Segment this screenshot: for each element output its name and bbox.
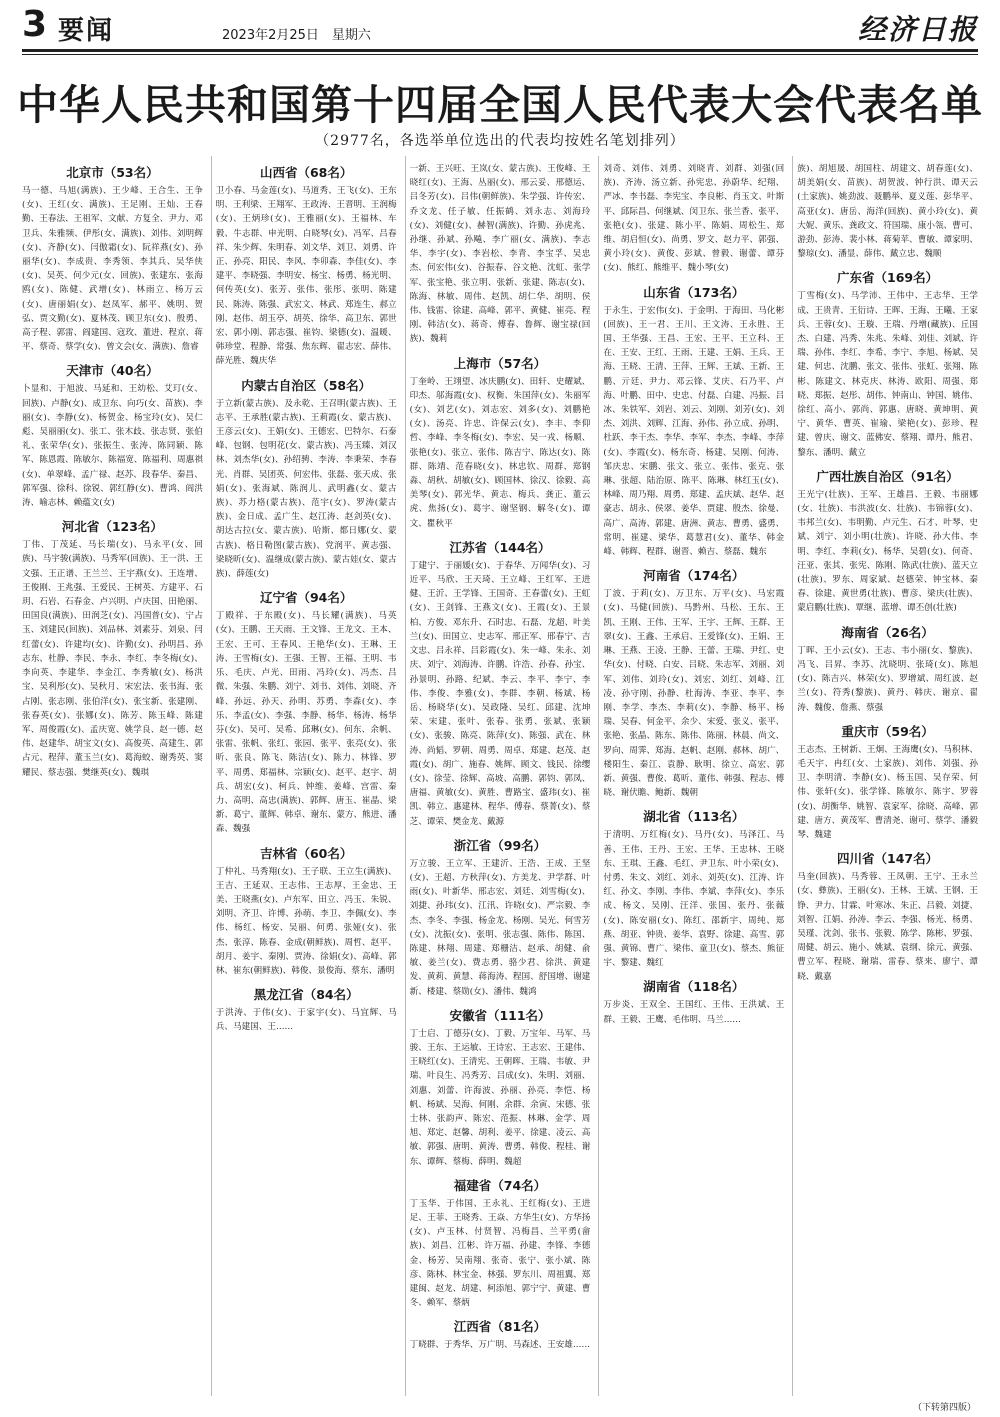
province-title: 江西省（81名） <box>453 1319 547 1335</box>
delegate-names: 卜显和、于旭波、马延和、王幼松、艾玎(女、回族)、卢静(女)、成卫东、向巧(女、苗族)、李丽(女)、李静(女)、杨贺金、杨宝玲(女)、吴仁彪、吴丽丽(女)、张工、张木歧、张志贤、张伯礼、张荣华(女)、张振生、张涛、陈同颖、陈军、陈恩霞、陈敏尔、陈福宽、陈福利、周惠祺(女)、单翠峰、孟广禄、赵苏、段春华、秦昌、郭军强、徐科、徐锐、郭红静(女)、曹鸿、阎洪涛、喻志林、赖蕴文(女) <box>22 384 203 509</box>
page-title: 中华人民共和国第十四届全国人民代表大会代表名单 <box>17 81 983 129</box>
province-section <box>22 516 203 779</box>
province-section <box>22 360 203 510</box>
delegate-names: 丁晓群、于秀华、万广明、马森述、王安雄…… <box>409 1340 591 1351</box>
province-title: 辽宁省（94名） <box>259 590 353 606</box>
province-section <box>216 162 397 369</box>
province-title: 吉林省（60名） <box>259 845 353 861</box>
delegate-names: 万立骏、王立军、王建沂、王浩、王成、王坚(女)、王超、方秋萍(女)、方美龙、尹学群、叶雨(女)、叶新华、邢志宏、刘廷、刘雪梅(女)、刘捷、孙玮(女)、江汛、许晓(女)、严宗毅、李杰、李冬、李强、杨金龙、杨刚、吴光、何雪芳(女)、沈振(女)、张明、张志强、陈伟、陈国、陈建、林翔、周建、郑栅洁、赵承、胡健、俞敏、姜兰(女)、费志勇、骆少君、徐洪、黄建发、黄莉、黄慧、蒋海涛、程国、舒国增、谢建新、楼建、蔡勋(女)、潘伟、魏鸿 <box>409 858 591 997</box>
header-rule <box>22 49 978 52</box>
delegate-names: 于永生、于宏伟(女)、于金明、于海田、马化彬(回族)、王一君、王川、王文涛、王永胜、王国、王华强、王昌、王宏、王平、王立科、王在、王安、王红、王雨、王建、王娟、王兵、王海、王晓、王清、王萍、王辉、王斌、王新、王鹏、亓廷、尹力、邓云锋、艾庆、石乃平、卢海、叶鹏、田中、史忠、付磊、白建、冯振、吕冰、朱铁军、刘岩、刘云、刘刚、刘芳(女)、刘杰、刘洪、刘辉、江海、孙伟、孙立成、孙明、杜跃、李干杰、李华、李军、李杰、李峰、李萍(女)、李霞(女)、杨东奇、杨建、吴刚、何涛、邹庆忠、宋鹏、张文、张立、张伟、张克、张琳、张超、陆治原、陈平、陈琳、林红玉(女)、林峰、周乃翔、周勇、郑建、孟庆斌、赵华、赵豪志、胡永、侯翠、姜华、贾建、殷杰、徐曼、高广、高涛、郭建、唐洲、黄志、曹勇、盛勇、常明、崔建、梁华、葛慧君(女)、董华、韩金峰、韩辉、程群、谢晋、赖吉、蔡磊、魏东 <box>603 305 785 558</box>
delegate-names: 王光宁(壮族)、王军、王雄昌、王毅、韦丽娜(女、壮族)、韦洪波(女、壮族)、韦锦蓉(女)、韦邦兰(女)、韦明勤、卢元生、石才、叶琴、史斌、刘宁、刘小明(壮族)、许晓、孙大伟、李明、李红、李莉(女)、杨华、吴碧(女)、何奇、汪亚、张其、张宪、陈刚、陈武(壮族)、蓝天立(壮族)、罗东、周家斌、赵德荣、钟宝林、秦春、徐建、黄世勇(壮族)、曹彦、梁庆(壮族)、蒙启鹏(壮族)、覃继、蓝增、谭丕创(壮族) <box>797 489 978 614</box>
province-section <box>797 267 978 459</box>
delegate-names: 于立新(蒙古族)、及永乾、王召明(蒙古族)、王志平、王承胜(蒙古族)、王莉霞(女、蒙古族)、王彦云(女)、王娟(女)、王德宏、巴特尔、石泰峰、包钢、包明花(女、蒙古族)、冯玉臻、刘汉林、刘杰华(女)、孙绍骋、李涛、李秉荣、李春光、肖群、吴团英、何宏伟、张磊、张天成、张娟(女)、张海斌、陈润儿、武明鑫(女、蒙古族)、苏力格(蒙古族)、范宇(女)、罗涛(蒙古族)、金日成、孟广生、赵江涛、赵剑英(女)、胡达古拉(女、蒙古族)、哈斯、都日娜(女、蒙古族)、格日勒图(蒙古族)、党润平、黄志强、梁晓昕(女)、温继成(蒙古族)、蒙古娃(女、蒙古族)、薛莲(女) <box>215 398 397 580</box>
page-subtitle: （2977名，各选举单位选出的代表均按姓名笔划排列） <box>315 133 685 149</box>
province-section <box>603 282 784 560</box>
delegate-names-continued: 刘奇、刘伟、刘勇、刘晓青、刘群、刘强(回族)、齐涛、汤立新、孙宪忠、孙蔚华、纪翔、严冰、李书磊、李宪宝、李良彬、肖玉文、叶斯平、邱际昌、何继斌、闵卫东、张兰香、张平、张艳(女)、张建、陈小平、陈娟、周松生、郑维、胡启恒(女)、尚勇、罗文、赵力平、郭强、黄小玲(女)、黄俊、彭斌、曾毅、谢蕾、谭芬(女)、熊红、熊维平、魏小琴(女) <box>603 164 785 274</box>
province-title: 河北省（123名） <box>61 519 163 535</box>
province-section <box>410 1175 591 1311</box>
province-title: 广东省（169名） <box>837 270 939 286</box>
province-section <box>797 162 978 261</box>
delegate-names-continued: 一新、王兴旺、王岚(女、蒙古族)、王俊峰、王晓红(女)、王海、丛丽(女)、邢云妥、邢德运、吕冬芳(女)、吕伟(朝鲜族)、朱学强、许传宏、乔文龙、任子敏、任振鹤、刘永志、刘海玲(女)、刘健(女)、赫智(满族)、许勤、孙虎兆、孙继、孙斌、孙飚、李广丽(女、满族)、李志华、李宇(女)、李岩松、李青、李宝孚、吴忠杰、何宏伟(女)、谷振春、谷文艳、沈虹、张学军、张宝艳、张立明、张新、张建、陈志(女)、陈海、林敏、周伟、赵凯、胡仁华、胡明、侯伟、钱雷、徐建、高峰、郭平、黄健、崔亮、程刚、韩洁(女)、蒋奇、傅春、鲁辉、谢宝禄(回族)、魏莉 <box>409 164 591 345</box>
province-section <box>216 843 397 979</box>
province-section <box>410 835 591 999</box>
province-title: 内蒙古自治区（58名） <box>241 377 372 393</box>
province-section <box>797 848 978 984</box>
province-section <box>603 806 784 970</box>
province-title: 江苏省（144名） <box>449 539 551 555</box>
province-section <box>797 466 978 616</box>
province-title: 黑龙江省（84名） <box>253 987 359 1003</box>
delegate-names: 丁晖、王小云(女)、王志、韦小丽(女、黎族)、冯飞、吕昇、李苏、沈晓明、张琦(女)、陈旭(女)、陈吉兴、林荣(女)、罗增斌、周红波、赵兰(女)、符秀(黎族)、黄丹、韩庆、谢京、翟涛、魏俊、詹燕、蔡强 <box>797 645 978 713</box>
province-title: 湖南省（118名） <box>643 979 745 995</box>
column-2 <box>211 156 397 1396</box>
province-title: 重庆市（59名） <box>841 723 934 739</box>
province-title: 四川省（147名） <box>837 851 939 867</box>
delegate-names: 丁波、于莉(女)、万卫东、万平(女)、马宏霞(女)、马健(回族)、马黔州、马松、王东、王凯、王刚、王伟、王军、王宇、王辉、王群、王翠(女)、王鑫、王承启、王爱锋(女)、王娟、王琳、王燕、王凌、王静、王蕾、王瑞、尹红、史华(女)、付晓、白安、吕晓、朱志军、刘丽、刘军、刘伟、刘玲(女)、刘宏、刘红、刘峰、江凌、孙守刚、孙静、杜海涛、李亚、李平、李刚、李学、李杰、李莉(女)、李静、杨平、杨瑞、吴春、何金平、余少、宋爱、张义、张平、张艳、张晶、陈东、陈伟、陈丽、林晨、尚文、罗向、周霁、郑海、赵帆、赵刚、郝林、胡广、楼阳生、秦江、袁静、耿明、徐立、高宏、郭新、黄强、曹俊、葛昕、董伟、韩强、程志、傅晓、谢伏瞻、鲍新、魏朝 <box>603 589 785 799</box>
continued-note: （下转第四版） <box>912 1403 976 1413</box>
province-section <box>603 565 784 800</box>
province-section <box>797 622 978 715</box>
delegate-names: 于清明、万红梅(女)、马丹(女)、马泽江、马善、王伟、王丹、王宏、王华、王忠林、王晓东、王琪、王鑫、毛红、尹卫东、叶小荣(女)、付勇、朱文、刘红、刘永、刘英(女)、江涛、许红、孙文、李刚、李伟、李斌、李萍(女)、李乐成、杨文、吴刚、汪洋、张国、张丹、张薇(女)、陈安丽(女)、陈红、邵新宇、周纯、郑燕、胡亚、钟贵、姜华、袁野、徐建、高雪、郭强、黄锦、曹广、梁伟、童卫(女)、蔡杰、熊征宇、黎建、魏红 <box>603 830 785 969</box>
province-title: 上海市（57名） <box>453 355 547 371</box>
delegate-names: 丁殿祥、于东殿(女)、马长耀(满族)、马英(女)、王鹏、王天雨、王文锋、王龙文、王本、王宏、王可、王春风、王艳华(女)、王琳、王涛、王雪梅(女)、王强、王智、王福、王明、韦乐、毛庆、卢光、田雨、冯玲(女)、冯杰、吕微、朱强、朱鹏、刘宁、刘书、刘伟、刘晓、齐峰、孙远、孙天、孙明、苏勇、李森(女)、李乐、李孟(女)、李强、李静、杨华、杨涛、杨华芬(女)、吴可、吴希、邱琳(女)、何东、余帆、张雷、张帆、张红、张园、张平、张亮(女)、张昕、张良、陈飞、陈洁(女)、陈力、林锋、罗平、周勇、郑福林、宗颖(女)、赵平、赵宇、胡兵、胡宏(女)、柯兵、钟维、姜峰、宫雷、秦力、高明、高忠(满族)、郭辉、唐玉、崔晶、梁新、葛宁、董辉、韩卓、谢东、蒙方、熊进、潘森、魏强 <box>215 611 397 835</box>
delegate-names: 丁伟、丁茂延、马长瑞(女)、马永平(女、回族)、马宇骏(满族)、马秀军(回族)、王一洪、王文强、王正谱、王兰兰、王宇燕(女)、王连增、王俊刚、王兆强、王爱民、王树英、方建平、石玥、石岩、石春金、卢兴明、卢庆国、田艳丽、田国良(满族)、田润芝(女)、冯国普(女)、宁占玉、刘建民(回族)、刘品林、刘素芬、刘泉、闫红蕾(女)、许建均(女)、许勤(女)、孙明昌、孙志东、杜静、李民、李永、李红、李冬梅(女)、李向英、李建华、李金江、李秀敏(女)、杨洪宝、吴利彤(女)、吴秋月、宋宏法、张书海、张占刚、张志刚、张伯洋(女)、张宝新、张建刚、张春英(女)、张娜(女)、陈芳、陈玉峰、陈建军、周俊霞(女)、孟庆宽、姚学良、赵一德、赵伟、赵建华、胡宝文(女)、高俊英、高建生、郭占元、程萍、董玉兰(女)、葛海蛟、谢秀英、窦耀民、蔡志强、樊继英(女)、魏琪 <box>22 540 203 778</box>
section-name: 要闻 <box>58 16 115 46</box>
delegate-names: 王志杰、王树新、王炯、王海鹰(女)、马积林、毛天宇、冉红(女、土家族)、刘伟、刘强、孙卫、李明清、李静(女)、杨玉国、吴存荣、何伟、张轩(女)、张学锋、陈敏尔、陈宇、罗蓉(女)、胡衡华、姚智、袁家军、徐晓、高峰、郭建、唐方、黄茂军、曹清尧、谢可、蔡学、潘毅琴、魏建 <box>797 744 978 840</box>
province-section <box>410 1005 591 1169</box>
province-title: 天津市（40名） <box>66 363 159 379</box>
delegate-names: 马奎(回族)、马秀蓉、王凤朝、王宁、王永兰(女、彝族)、王丽(女)、王林、王斌、王钢、王铮、尹力、甘霖、叶寒冰、朱正、吕毅、刘捷、刘智、江娟、孙涛、李云、李强、杨光、杨勇、吴瑾、沈剑、张书、张毅、陈学、陈彬、罗强、周健、胡云、施小、姚斌、袁纲、徐元、黄强、曹立军、程晓、谢瑞、雷春、蔡来、廖宁、谭晓、戴嘉 <box>797 872 978 982</box>
province-title: 安徽省（111名） <box>449 1007 551 1023</box>
province-section <box>410 353 591 531</box>
province-title: 浙江省（99名） <box>453 837 547 853</box>
province-title: 山西省（68名） <box>259 165 353 180</box>
delegate-names: 于洪涛、于伟(女)、于家宇(女)、马宜辉、马兵、马建国、王…… <box>215 1008 397 1033</box>
province-title: 北京市（53名） <box>66 165 159 180</box>
column-4 <box>598 156 784 1396</box>
name-list-columns <box>22 156 978 1396</box>
issue-date: 2023年2月25日 星期六 <box>222 28 371 43</box>
province-section <box>410 537 591 829</box>
province-section <box>410 162 591 347</box>
province-section <box>216 375 397 582</box>
province-section <box>22 162 203 354</box>
delegate-names: 丁士启、丁德芬(女)、丁毅、万宝年、马军、马骏、王东、王运敏、王诗宏、王志宏、王建伟、王晓红(女)、王清宪、王朝晖、王瑞、韦敏、尹瑞、叶良生、冯秀芳、吕成(女)、朱明、刘丽、刘惠、刘蕾、许海波、孙丽、孙亮、李恺、杨帆、杨斌、吴海、何刚、余群、余寅、宋德、张士林、张韵声、陈宏、范振、林琳、金学、周旭、郑定、赵馨、胡利、姜平、徐建、凌云、高敏、郭强、唐明、黄涛、曹勇、韩俊、程桂、谢东、谭辉、蔡梅、薛明、魏超 <box>409 1028 591 1167</box>
province-section <box>216 984 397 1034</box>
delegate-names: 丁奎岭、王翊望、冰庆鹏(女)、田轩、史耀斌、印杰、邬海霞(女)、权衡、朱国萍(女)、朱丽军(女)、刘艺(女)、刘志宏、刘多(女)、刘鹏艳(女)、汤亮、许忠、许保云(女)、李丰、李仰哲、李峰、李冬梅(女)、李宏、吴一戎、杨顺、张艳(女)、张立、张伟、陈吉宁、陈达(女)、陈群、陈靖、范春晓(女)、林忠钦、周群、郑钢淼、胡秋、胡敏(女)、顾国林、徐汉、徐毅、高美琴(女)、郭光华、黄志、梅兵、龚正、董云虎、焦扬(女)、葛宇、谢坚钢、解冬(女)、谭文、瞿秋平 <box>409 376 591 529</box>
delegate-names: 马一德、马旭(满族)、王少峰、王合生、王争(女)、王红(女、满族)、王足刚、王灿、王春勤、王春法、王祖军、文献、方复全、尹力、邓卫兵、朱雅频、伊彤(女、满族)、刘伟、刘明辉(女)、齐静(女)、闫傲霜(女)、阮祥燕(女)、孙丽华(女)、李成贵、李秀领、李其兵、吴华侠(女)、吴英、何少元(女、回族)、张建东、张海鸥(女)、陈健、武增(女)、林雨立、杨万云(女)、唐丽娟(女)、赵凤军、郝平、姚明、贺弘、贾文勤(女)、夏林茂、顾卫东(女)、殷勇、高子程、郭雷、阎建国、寇玫、董进、程京、蒋平、蔡奇、蔡学(女)、曾文会(女、满族)、詹睿 <box>22 186 203 353</box>
province-title: 河南省（174名） <box>643 568 745 584</box>
newspaper-logo: 经济日报 <box>857 13 978 46</box>
header-rule-thin <box>22 54 978 55</box>
delegate-names-continued: 族)、胡旭晟、胡国柱、胡建文、胡春莲(女)、胡美娟(女、苗族)、胡贺波、钟行洪、谭天云(土家族)、姚劲波、聂鹏举、夏义莲、彭华平、高亚(女)、唐岳、海洋(回族)、黄小玲(女)、黄大妮、黄乐、龚政文、符国瑞、康小瓴、曹可、游劲、彭涛、裴小林、蒋菊苹、曹敏、谭家明、黎琼(女)、潘显、薛伟、戴立忠、魏顺 <box>797 164 978 260</box>
province-title: 广西壮族自治区（91名） <box>816 468 959 484</box>
column-3 <box>405 156 591 1396</box>
province-title: 海南省（26名） <box>841 624 934 640</box>
province-section <box>410 1316 591 1352</box>
delegate-names: 万步炎、王双全、王国红、王伟、王洪斌、王群、王毅、王鹰、毛伟明、马兰…… <box>603 1000 785 1025</box>
delegate-names: 丁建宁、于丽媛(女)、于春华、万闻华(女)、习近平、马欣、王天琦、王立峰、王红军、王进健、王沂、王学锋、王国奇、王春蕾(女)、王虹(女)、王剑锋、王燕文(女)、王霞(女)、王景柏、方俊、邓东升、石时忠、石磊、龙超、叶美兰(女)、田国立、史志军、邢正军、邢春宁、吉文忠、吕永祥、吕彩霞(女)、朱一峰、朱永、刘庆、刘宁、刘海涛、许鹏、许浩、孙春、孙宝、孙景明、孙路、纪斌、李云、李平、李宁、李伟、李俊、李雅(女)、李群、李朝、杨斌、杨岳、杨晓华(女)、吴政隆、吴红、邱建、沈坤荣、宋建、张叶、张春、张勇、张斌、张颖(女)、张骏、陈亮、陈萍(女)、陈强、武在、林涛、尚韬、罗朝、周勇、周卓、郑建、赵茂、赵霞(女)、胡广、施春、姚辉、顾文、钱民、徐缨(女)、徐莹、徐辉、高坡、高鹏、郭钧、郭凤、唐福、黄敏(女)、黄胜、曹路宝、盛玮(女)、崔凯、韩立、惠建林、程华、傅春、蔡菁(女)、蔡芝、谭荣、樊金龙、戴源 <box>409 560 591 827</box>
delegate-names: 卫小春、马金莲(女)、马道秀、王飞(女)、王东明、王利梁、王翔军、王政涛、王晋明、王润梅(女)、王炳珍(女)、王雅丽(女)、王福林、车毅、牛志群、申光明、白晓琴(女)、冯军、吕春祥、朱少辉、朱明春、刘文华、刘卫、刘勇、许正、孙亮、阳民、李风、李卯森、李佳(女)、李建平、李晓强、李明安、杨宝、杨勇、杨光明、何传英(女)、张芳、张伟、张彤、张明、陈建民、陈涛、陈强、武宏文、林武、郑连生、郝立刚、赵伟、胡玉亭、胡英、徐华、高卫东、郭世宏、郭小刚、郭志强、崔钧、梁德(女)、温暖、韩珍堂、程静、常强、焦东辉、翟志宏、薛伟、薛光胜、魏庆华 <box>215 186 397 367</box>
delegate-names: 丁仲礼、马秀翔(女)、王子联、王立生(满族)、王吉、王延双、王志伟、王志厚、王金忠、王美、王晓燕(女)、卢东军、田立、冯玉、朱锐、刘明、齐卫、许博、孙萌、李卫、李佩(女)、李伟、杨红、杨安、吴丽、何勇、张娅(女)、张杰、张淳、陈春、金成(朝鲜族)、周哲、赵平、胡月、姜宇、秦刚、贾涛、徐娟(女)、高峰、郭林、崔东(朝鲜族)、韩俊、景俊海、蔡东、潘明 <box>215 866 397 976</box>
column-1 <box>22 156 203 1396</box>
province-section <box>603 162 784 276</box>
column-5 <box>792 156 978 1396</box>
province-section <box>216 587 397 836</box>
masthead <box>22 6 978 46</box>
province-section <box>603 976 784 1026</box>
province-title: 山东省（173名） <box>643 284 745 300</box>
delegate-names: 丁玉华、于伟国、王永礼、王红梅(女)、王进足、王菲、王晓秀、王焱、方华生(女)、方华扬(女)、卢玉林、付贤智、冯梅昌、兰平勇(畲族)、刘昌、江彬、许万福、孙建、李锋、李德金、杨芳、吴南翔、张奇、张宁、张小斌、陈彦、陈林、林宝金、林强、罗东川、周祖翼、郑建闽、赵龙、胡建、柯添旭、郭宁宁、黄建、曹冬、赖军、蔡炳 <box>409 1198 591 1309</box>
delegate-names: 丁雪梅(女)、马学沛、王伟中、王志华、王学成、王贵青、王衍诗、王晖、王海、王曦、王家兵、王蓉(女)、王璇、王瑞、丹增(藏族)、丘国杰、白建、冯秀、朱兆、朱峰、刘佳、刘斌、许瑞、孙伟、李红、李希、李宁、李旭、杨斌、吴建、何忠、沈鹏、张文、张伟、张虹、张翔、陈彬、陈建文、林克庆、林涛、欧阳、周强、郑晓、郑振、赵彤、胡伟、钟南山、钟国、姚伟、徐红、高小、郭尚、郭惠、唐晓、黄坤明、黄宁、黄华、曹英、崔瑜、梁艳(女)、彭珍、程建、曾庆、谢文、蓝佛安、蔡翔、谭丹、熊君、黎东、潘明、戴立 <box>797 291 978 458</box>
province-section <box>797 721 978 842</box>
page-number: 3 <box>22 4 48 45</box>
province-title: 湖北省（113名） <box>643 809 745 825</box>
province-title: 福建省（74名） <box>453 1177 547 1193</box>
